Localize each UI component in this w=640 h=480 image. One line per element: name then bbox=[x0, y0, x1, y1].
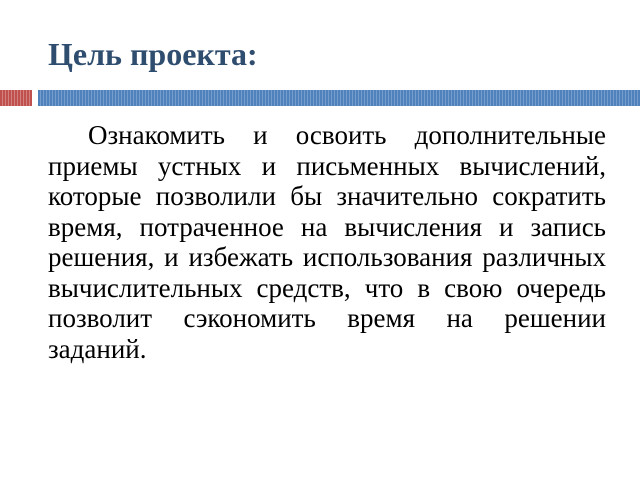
divider-red-segment bbox=[0, 90, 32, 106]
title-divider bbox=[0, 90, 640, 106]
slide-title: Цель проекта: bbox=[48, 36, 258, 72]
divider-blue-segment bbox=[38, 90, 640, 106]
body-paragraph: Ознакомить и освоить дополнительные приемы устных и письменных вычислений, которые позволили бы значительно сократить время, потраченное на вычисления и запись решения, и избежать использования различных вычислительных средств, что в свою очередь позволит сэкономить время на решении заданий. bbox=[48, 120, 606, 364]
